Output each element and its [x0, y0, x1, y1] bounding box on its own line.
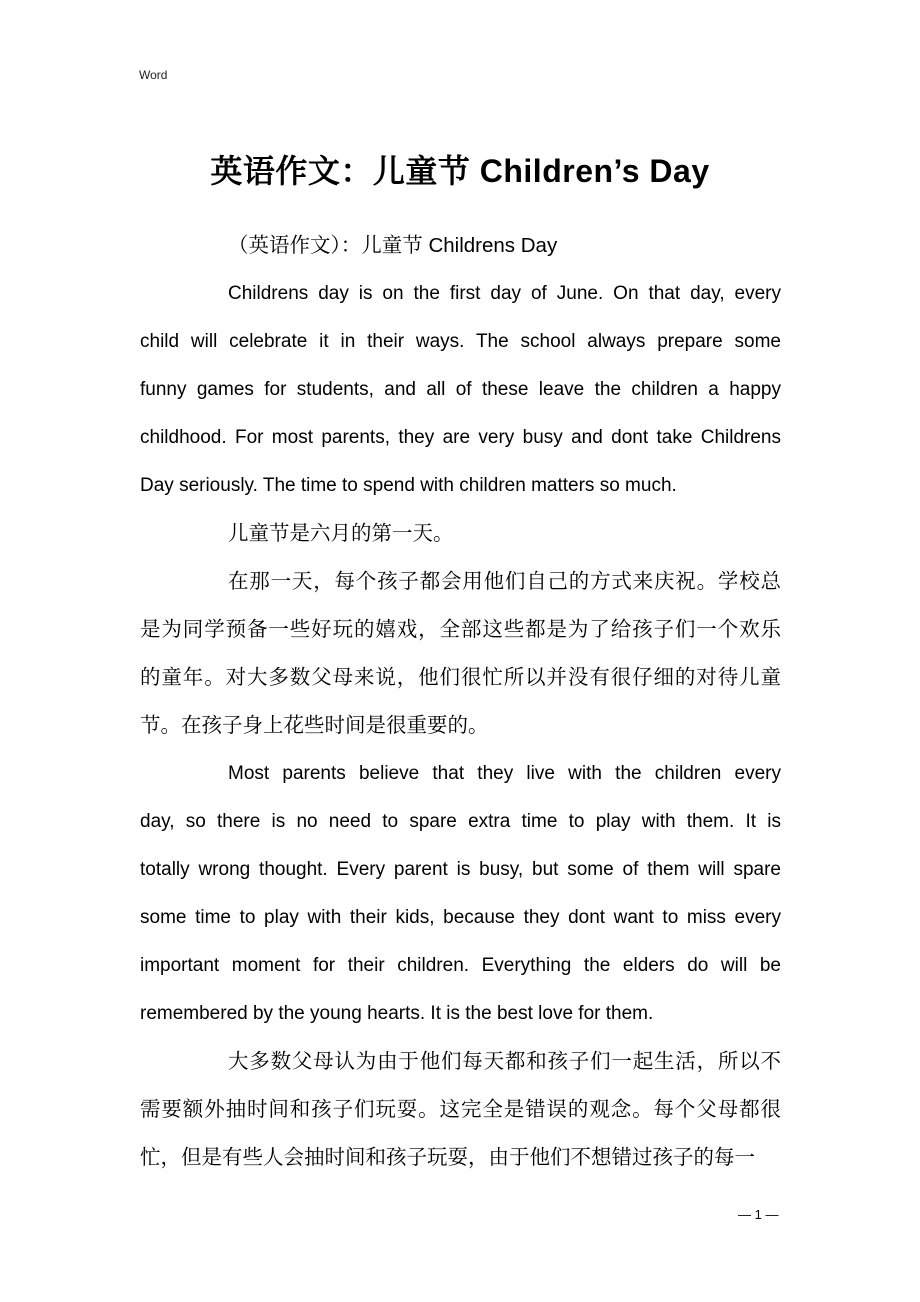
paragraph	[140, 750, 781, 1038]
text-line: funny games for students, and all of these leave the children a happy	[140, 379, 781, 400]
paragraph	[140, 558, 781, 750]
paragraph	[140, 510, 781, 558]
text-line: 在那一天，每个孩子都会用他们自己的方式来庆祝。学校总	[228, 570, 781, 593]
text-line: 忙，但是有些人会抽时间和孩子玩耍，由于他们不想错过孩子的每一	[140, 1146, 755, 1169]
text-line: （英语作文）：儿童节 Childrens Day	[228, 234, 558, 257]
text-line: important moment for their children. Everything the elders do will be	[140, 955, 781, 976]
text-line: 大多数父母认为由于他们每天都和孩子们一起生活，所以不	[228, 1050, 781, 1073]
text-line: some time to play with their kids, because they dont want to miss every	[140, 907, 781, 928]
text-line: totally wrong thought. Every parent is busy, but some of them will spare	[140, 859, 781, 880]
text-line: childhood. For most parents, they are very busy and dont take Childrens	[140, 427, 781, 448]
text-line: 的童年。对大多数父母来说，他们很忙所以并没有很仔细的对待儿童	[140, 666, 781, 689]
paragraph	[140, 270, 781, 510]
document-body	[140, 222, 781, 1182]
text-line: Most parents believe that they live with the children every	[228, 763, 781, 784]
text-line: day, so there is no need to spare extra time to play with them. It is	[140, 811, 781, 832]
text-line: Childrens day is on the first day of June. On that day, every	[228, 283, 781, 304]
page-header: Word	[139, 68, 168, 82]
text-line: 节。在孩子身上花些时间是很重要的。	[140, 714, 489, 737]
text-line: 是为同学预备一些好玩的嬉戏，全部这些都是为了给孩子们一个欢乐	[140, 618, 781, 641]
text-line: 儿童节是六月的第一天。	[228, 522, 454, 545]
text-line: Day seriously. The time to spend with children matters so much.	[140, 475, 677, 496]
paragraph	[140, 222, 781, 270]
page-number: — 1 —	[738, 1207, 779, 1222]
document-title: 英语作文：儿童节 Children’s Day	[210, 153, 710, 189]
text-line: 需要额外抽时间和孩子们玩耍。这完全是错误的观念。每个父母都很	[140, 1098, 781, 1121]
paragraph	[140, 1038, 781, 1182]
text-line: remembered by the young hearts. It is the best love for them.	[140, 1003, 654, 1024]
text-line: child will celebrate it in their ways. The school always prepare some	[140, 331, 781, 352]
